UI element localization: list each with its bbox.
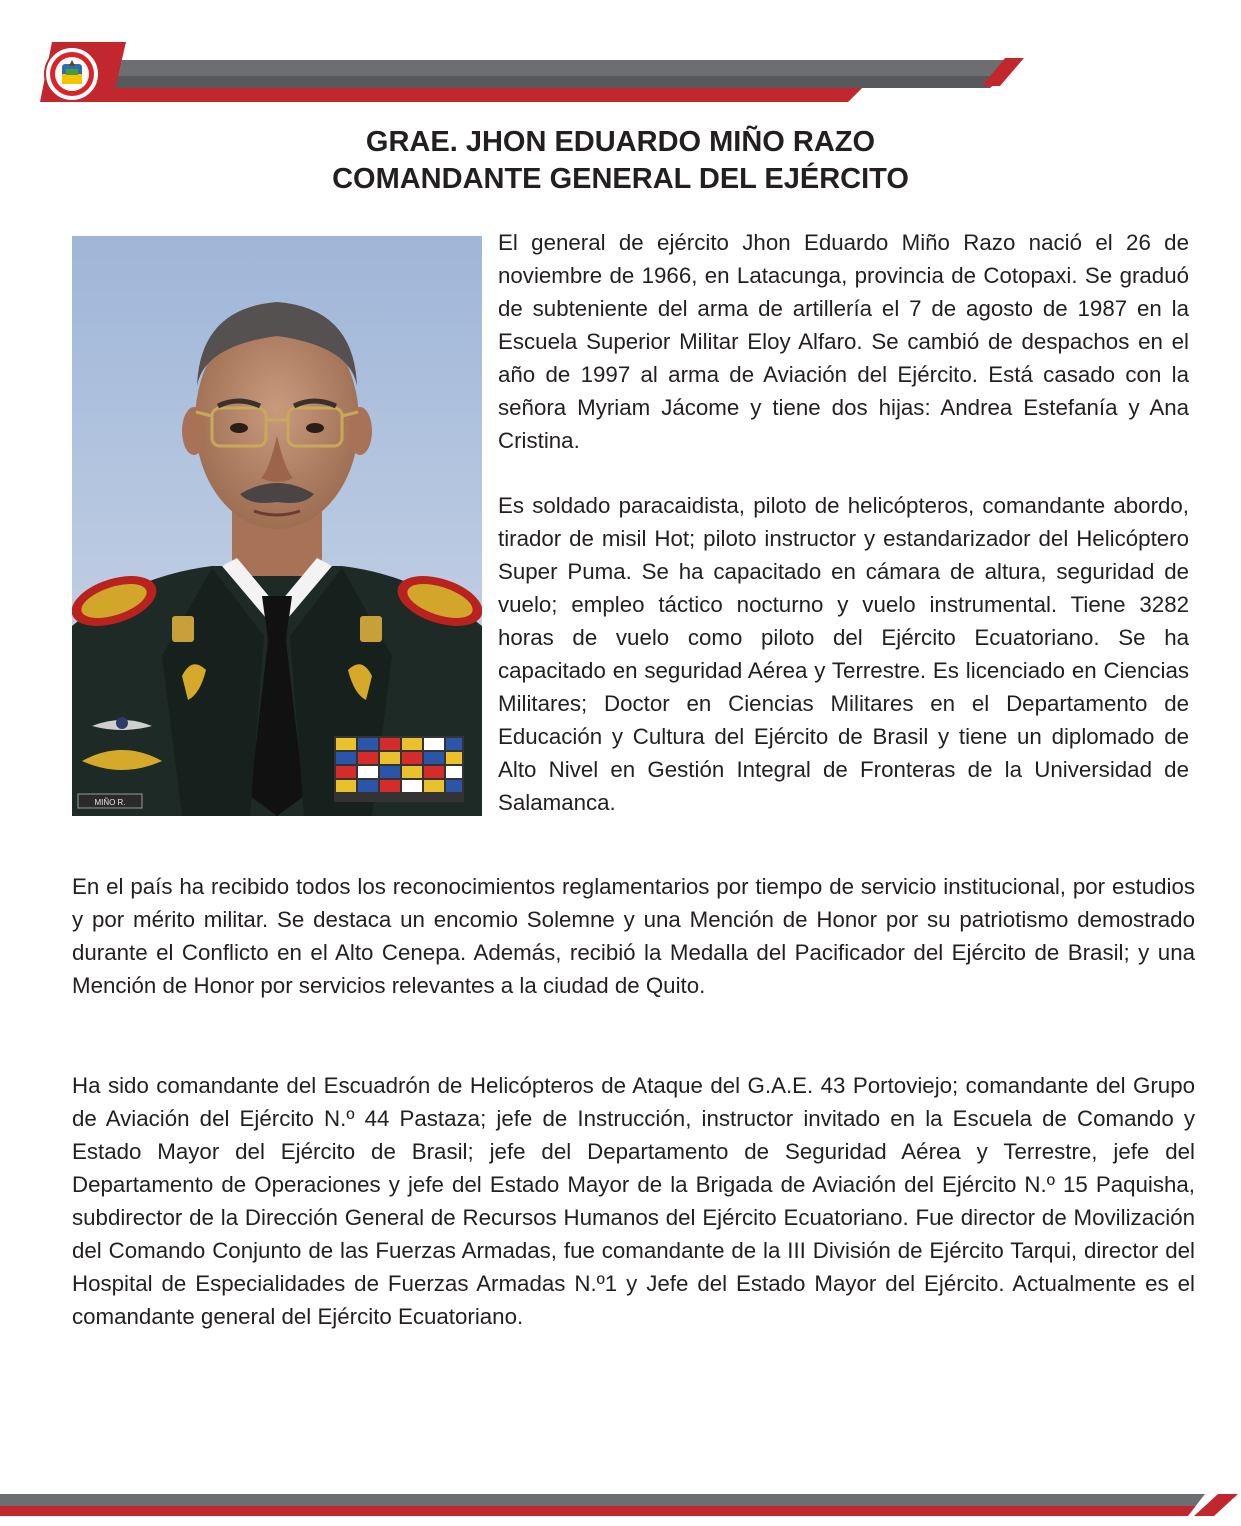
biography-paragraph-birth: El general de ejército Jhon Eduardo Miño Razo nació el 26 de noviembre de 1966, en Latacunga, provincia de Cotopaxi. Se graduó de subteniente del arma de artillería el 7 de agosto de 1987 en la Escuela Superior Militar Eloy Alfaro. Se cambió de despachos en el año de 1997 al arma de Aviación del Ejército. Está casado con la señora Myriam Jácome y tiene dos hijas: Andrea Estefanía y Ana Cristina.: [498, 230, 1189, 453]
ribbon-rack: [334, 736, 464, 802]
portrait-photo: [72, 236, 482, 816]
title-name: GRAE. JHON EDUARDO MIÑO RAZO: [365, 126, 876, 158]
footer-band: [0, 1490, 1241, 1521]
title-position: COMANDANTE GENERAL DEL EJÉRCITO: [332, 163, 909, 195]
header-band: [0, 0, 1241, 110]
page-title: [0, 124, 1241, 198]
biography-paragraph-training: Es soldado paracaidista, piloto de helicópteros, comandante abordo, tirador de misil Hot; piloto instructor y estandarizador del Helicóptero Super Puma. Se ha capacitado en cámara de altura, seguridad de vuelo; empleo táctico nocturno y vuelo instrumental. Tiene 3282 horas de vuelo como piloto del Ejército Ecuatoriano. Se ha capacitado en seguridad Aérea y Terrestre. Es licenciado en Ciencias Militares; Doctor en Ciencias Militares en el Departamento de Educación y Cultura del Ejército de Brasil y tiene un diplomado de Alto Nivel en Gestión Integral de Fronteras de la Universidad de Salamanca.: [498, 493, 1189, 815]
footer-stripes: [0, 1490, 1241, 1521]
military-shield-emblem-icon: [44, 46, 100, 102]
biography-paragraph-career: Ha sido comandante del Escuadrón de Helicópteros de Ataque del G.A.E. 43 Portoviejo; comandante del Grupo de Aviación del Ejército N.º 44 Pastaza; jefe de Instrucción, instructor invitado en la Escuela de Comando y Estado Mayor del Ejército de Brasil; jefe del Departamento de Seguridad Aérea y Terrestre, jefe del Departamento de Operaciones y jefe del Estado Mayor de la Brigada de Aviación del Ejército N.º 15 Paquisha, subdirector de la Dirección General de Recursos Humanos del Ejército Ecuatoriano. Fue director de Movilización del Comando Conjunto de las Fuerzas Armadas, fue comandante de la III División de Ejército Tarqui, director del Hospital de Especialidades de Fuerzas Armadas N.º1 y Jefe del Estado Mayor del Ejército. Actualmente es el comandante general del Ejército Ecuatoriano.: [72, 1073, 1195, 1329]
name-tag: MIÑO R.: [94, 798, 126, 807]
biography-paragraph-awards: En el país ha recibido todos los reconocimientos reglamentarios por tiempo de servicio institucional, por estudios y por mérito militar. Se destaca un encomio Solemne y una Mención de Honor por su patriotismo demostrado durante el Conflicto en el Alto Cenepa. Además, recibió la Medalla del Pacificador del Ejército de Brasil; y una Mención de Honor por servicios relevantes a la ciudad de Quito.: [72, 874, 1195, 998]
header-stripes: [0, 0, 1241, 110]
